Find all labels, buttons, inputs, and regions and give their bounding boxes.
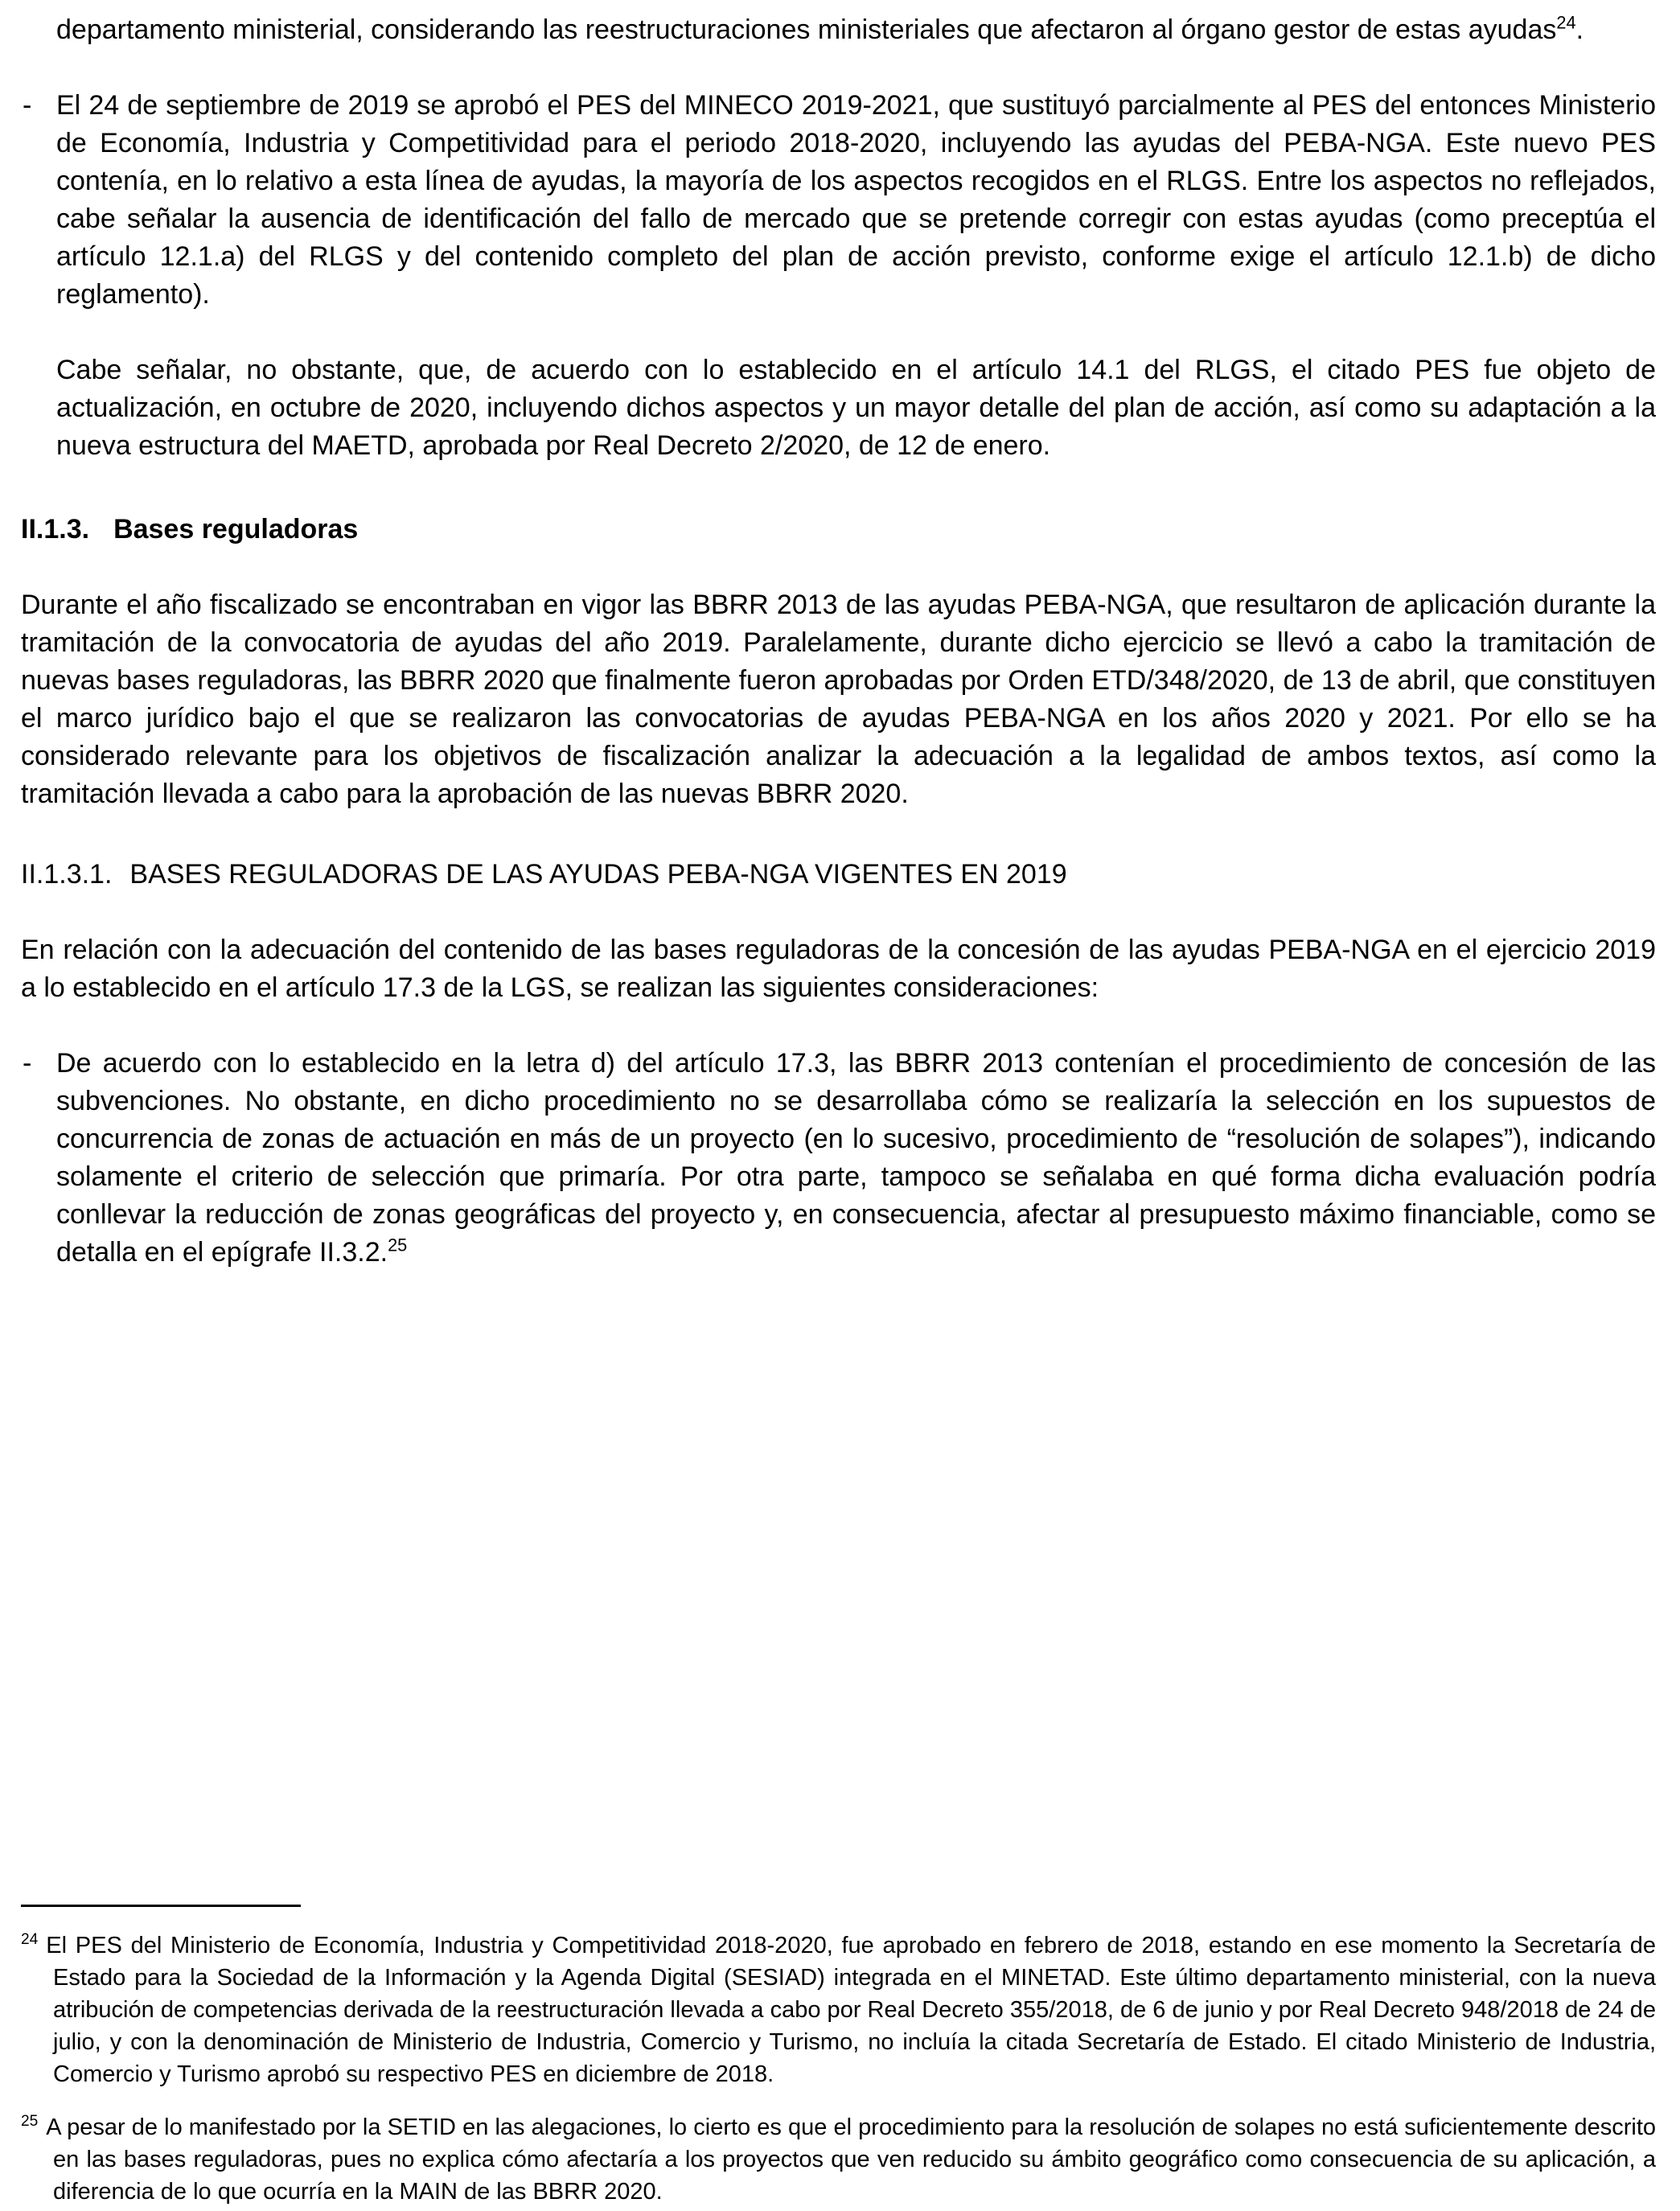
footnotes-section: [21, 1905, 1656, 2208]
section-heading-bases: [21, 511, 1656, 549]
list-item-pes-continuation: Cabe señalar, no obstante, que, de acuerdo con lo establecido en el artículo 14.1 del RLGS, el citado PES fue objeto de actualización, en octubre de 2020, incluyendo dichos aspectos y un mayor detalle del plan de acción, así como su adaptación a la nueva estructura del MAETD, aprobada por Real Decreto 2/2020, de 12 de enero.: [56, 355, 1656, 461]
footnote-ref-25: 25: [388, 1235, 408, 1256]
footnote-24-text: El PES del Ministerio de Economía, Industria y Competitividad 2018-2020, fue aprobado en febrero de 2018, estando en ese momento la Secretaría de Estado para la Sociedad de la Información y la Agenda Digital (SESIAD) integrada en el MINETAD. Este último departamento ministerial, con la nueva atribución de competencias derivada de la reestructuración llevada a cabo por Real Decreto 355/2018, de 6 de junio y por Real Decreto 948/2018 de 24 de julio, y con la denominación de Ministerio de Industria, Comercio y Turismo, no incluía la citada Secretaría de Estado. El citado Ministerio de Industria, Comercio y Turismo aprobó su respectivo PES en diciembre de 2018.: [46, 1933, 1656, 2087]
footnote-25: [21, 2111, 1656, 2208]
subheading-number: II.1.3.1.: [21, 859, 113, 890]
paragraph-consideraciones: En relación con la adecuación del contenido de las bases reguladoras de la concesión de las ayudas PEBA-NGA en el ejercicio 2019 a lo establecido en el artículo 17.3 de la LGS, se realizan las siguientes consideraciones:: [21, 935, 1656, 1003]
list-item-letra-d: [21, 1045, 1656, 1272]
continued-paragraph-text: departamento ministerial, considerando las reestructuraciones ministeriales que afectaron al órgano gestor de estas ayudas: [56, 14, 1557, 45]
footnote-25-text: A pesar de lo manifestado por la SETID en las alegaciones, lo cierto es que el procedimiento para la resolución de solapes no está suficientemente descrito en las bases reguladoras, pues no explica cómo afectaría a los proyectos que ven reducido su ámbito geográfico como consecuencia de su aplicación, a diferencia de lo que ocurría en la MAIN de las BBRR 2020.: [46, 2114, 1656, 2205]
heading-number: II.1.3.: [21, 514, 90, 545]
list-item-pes-mineco: [21, 87, 1656, 314]
list-item-letra-d-text: De acuerdo con lo establecido en la letra d) del artículo 17.3, las BBRR 2013 contenían el procedimiento de concesión de las subvenciones. No obstante, en dicho procedimiento no se desarrollaba cómo se realizaría la selección en los supuestos de concurrencia de zonas de actuación en más de un proyecto (en lo sucesivo, procedimiento de “resolución de solapes”), indicando solamente el criterio de selección que primaría. Por otra parte, tampoco se señalaba en qué forma dicha evaluación podría conllevar la reducción de zonas geográficas del proyecto y, en consecuencia, afectar al presupuesto máximo financiable, como se detalla en el epígrafe II.3.2.: [56, 1048, 1656, 1268]
continued-paragraph: [21, 11, 1656, 49]
heading-title: Bases reguladoras: [113, 514, 359, 545]
footnote-25-number: 25: [21, 2113, 39, 2131]
footnote-separator: [21, 1905, 301, 1907]
subheading-title: BASES REGULADORAS DE LAS AYUDAS PEBA-NGA VIGENTES EN 2019: [129, 859, 1067, 890]
footnote-24: [21, 1929, 1656, 2090]
continued-paragraph-suffix: .: [1575, 14, 1584, 45]
list-dash: -: [23, 90, 32, 121]
subsection-heading-vigentes: [21, 856, 1656, 894]
paragraph-bbrr: Durante el año fiscalizado se encontraban en vigor las BBRR 2013 de las ayudas PEBA-NGA, que resultaron de aplicación durante la tramitación de la convocatoria de ayudas del año 2019. Paralelamente, durante dicho ejercicio se llevó a cabo la tramitación de nuevas bases reguladoras, las BBRR 2020 que finalmente fueron aprobadas por Orden ETD/348/2020, de 13 de abril, que constituyen el marco jurídico bajo el que se realizaron las convocatorias de ayudas PEBA-NGA en los años 2020 y 2021. Por ello se ha considerado relevante para los objetivos de fiscalización analizar la adecuación a la legalidad de ambos textos, así como la tramitación llevada a cabo para la aprobación de las nuevas BBRR 2020.: [21, 590, 1656, 809]
list-dash: -: [23, 1048, 32, 1079]
footnote-ref-24: 24: [1556, 12, 1576, 33]
footnote-24-number: 24: [21, 1931, 39, 1949]
list-item-pes-text: El 24 de septiembre de 2019 se aprobó el PES del MINECO 2019-2021, que sustituyó parcialmente al PES del entonces Ministerio de Economía, Industria y Competitividad para el periodo 2018-2020, incluyendo las ayudas del PEBA-NGA. Este nuevo PES contenía, en lo relativo a esta línea de ayudas, la mayoría de los aspectos recogidos en el RLGS. Entre los aspectos no reflejados, cabe señalar la ausencia de identificación del fallo de mercado que se pretende corregir con estas ayudas (como preceptúa el artículo 12.1.a) del RLGS y del contenido completo del plan de acción previsto, conforme exige el artículo 12.1.b) de dicho reglamento).: [56, 90, 1656, 310]
